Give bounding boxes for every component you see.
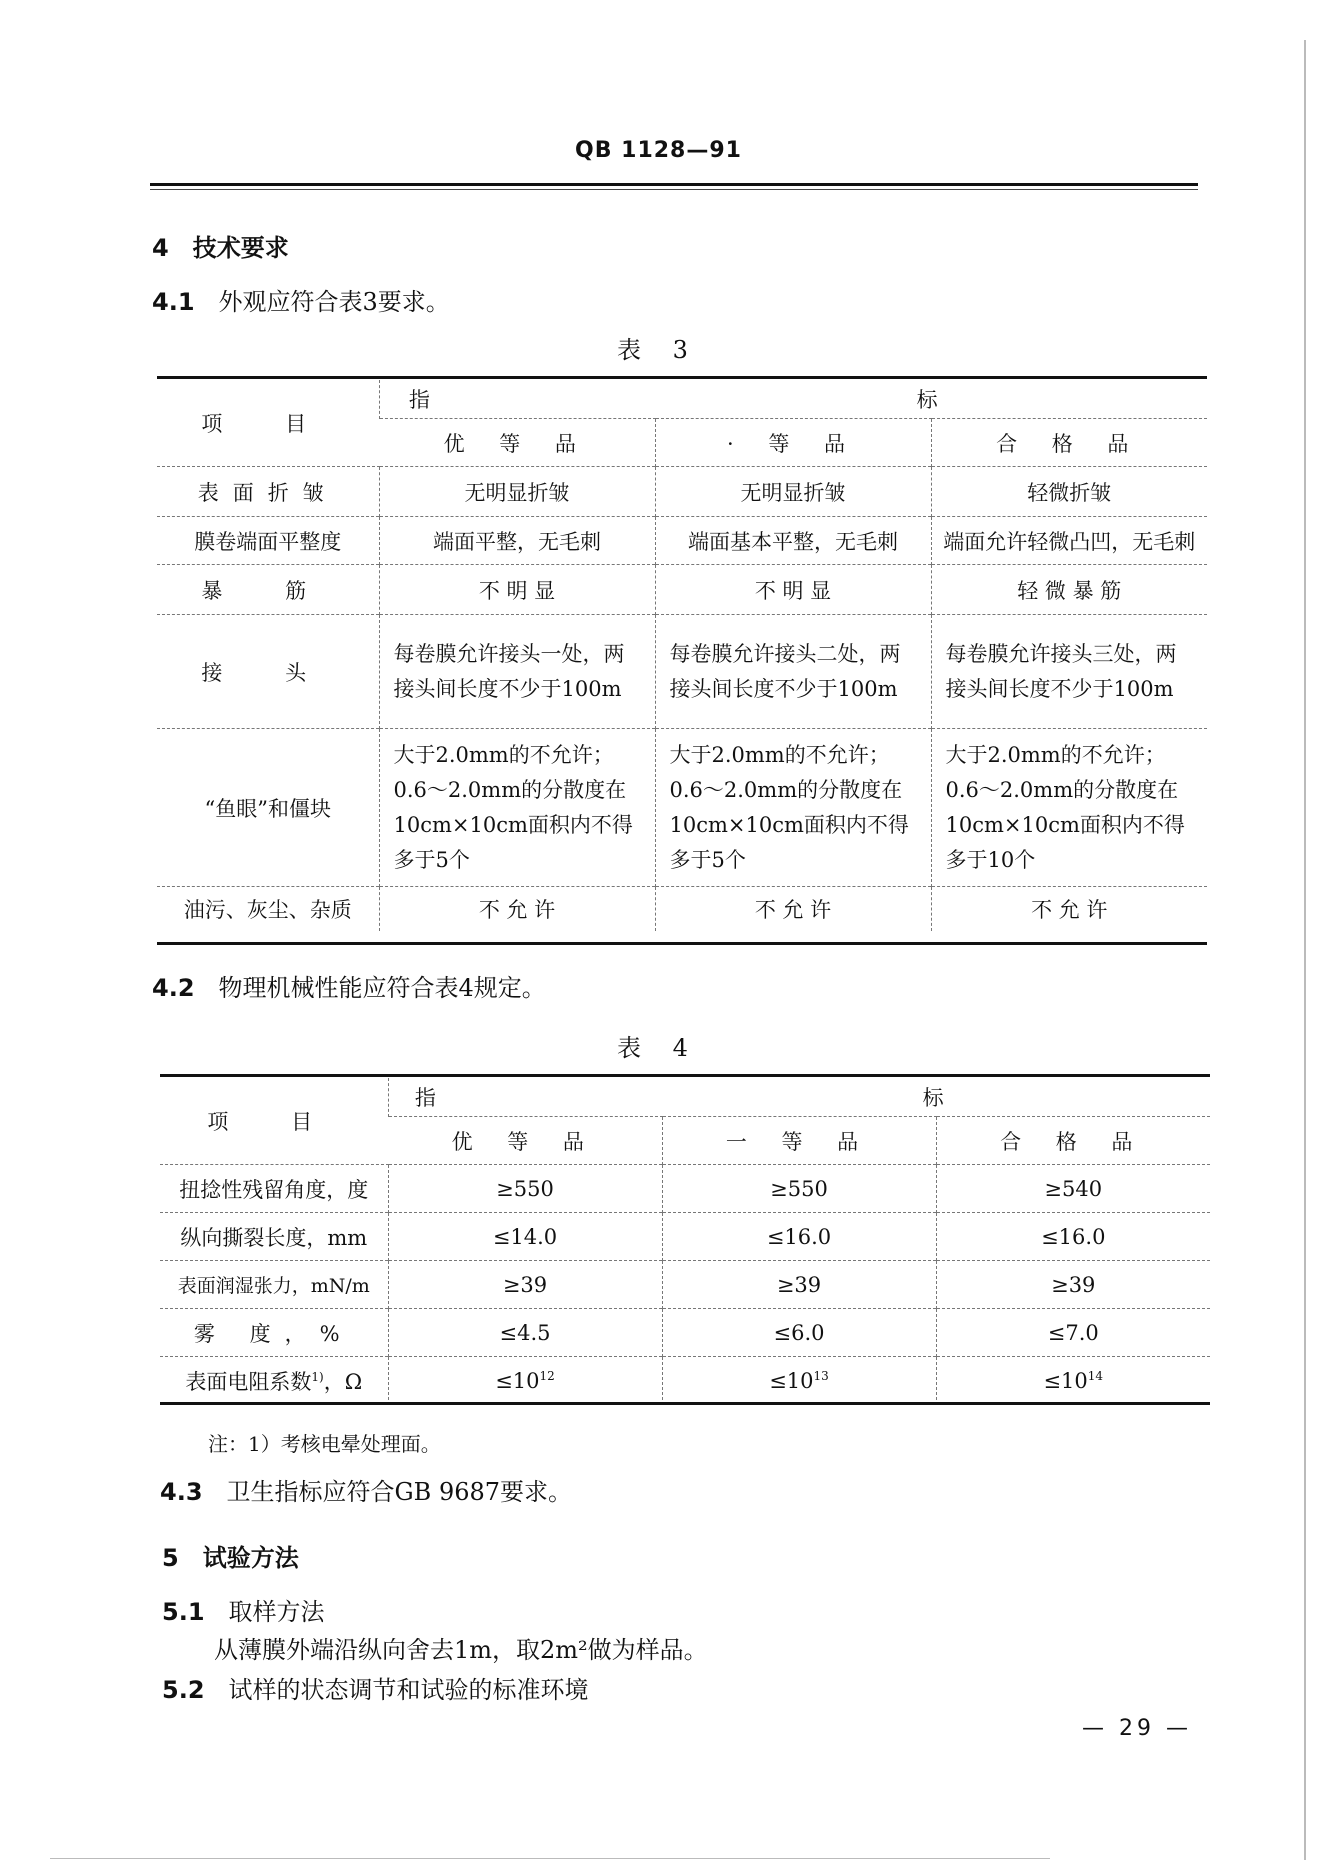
table-cell: ≤6.0 (662, 1309, 936, 1357)
row-label: 表面电阻系数$^{1)}$，Ω (160, 1357, 388, 1405)
table-4-bottom-rule (160, 1402, 1210, 1405)
scan-bottom-line (50, 1858, 1050, 1859)
table-cell: 轻微折皱 (931, 467, 1207, 517)
section-4-heading (152, 228, 289, 263)
table-3-bottom-rule (157, 942, 1207, 945)
clause-number: 5.2 (162, 1676, 205, 1704)
table-cell: ≥39 (388, 1261, 662, 1309)
table-row (157, 729, 1207, 887)
row-label: 扭捻性残留角度，度 (160, 1165, 388, 1213)
table-cell: 不 允 许 (655, 887, 931, 931)
table-cell: 每卷膜允许接头三处，两接头间长度不少于100m (931, 615, 1207, 729)
section-number: 5 (162, 1544, 179, 1572)
section-number: 4 (152, 234, 169, 262)
grade-header: 合 格 品 (931, 419, 1207, 467)
grade-header: 一 等 品 (662, 1117, 936, 1165)
table-cell: ≤14.0 (388, 1213, 662, 1261)
clause-number: 4.2 (152, 974, 195, 1002)
table-cell: 轻 微 暴 筋 (931, 565, 1207, 615)
clause-number: 4.1 (152, 288, 195, 316)
table-cell: 无明显折皱 (655, 467, 931, 517)
table-cell: ≥550 (662, 1165, 936, 1213)
table-cell: 大于2.0mm的不允许；0.6～2.0mm的分散度在10cm×10cm面积内不得多于5个 (655, 729, 931, 887)
table-3 (157, 380, 1207, 931)
table-4-header-index: 指 标 (388, 1078, 1210, 1117)
table-cell: 不 允 许 (379, 887, 655, 931)
table-row (157, 887, 1207, 931)
clause-title: 取样方法 (228, 1598, 325, 1626)
table-cell: ≥39 (936, 1261, 1210, 1309)
clause-number: 5.1 (162, 1598, 205, 1626)
table-3-caption: 表 3 (617, 336, 700, 364)
table-cell: 不 允 许 (931, 887, 1207, 931)
header-rule-thin (150, 189, 1198, 190)
clause-5-1-body: 从薄膜外端沿纵向舍去1m，取2m²做为样品。 (214, 1636, 708, 1664)
clause-text: 外观应符合表3要求。 (218, 288, 450, 316)
table-row (157, 517, 1207, 565)
clause-5-2 (162, 1670, 589, 1705)
table-3-header-index: 指 标 (379, 380, 1207, 419)
table-cell: 大于2.0mm的不允许；0.6～2.0mm的分散度在10cm×10cm面积内不得多于10个 (931, 729, 1207, 887)
scan-edge-line (1304, 40, 1306, 1860)
table-cell: $\le 10^{12}$ (388, 1357, 662, 1405)
grade-header: · 等 品 (655, 419, 931, 467)
table-cell: 不 明 显 (379, 565, 655, 615)
clause-text: 物理机械性能应符合表4规定。 (218, 974, 546, 1002)
row-label: 纵向撕裂长度，mm (160, 1213, 388, 1261)
row-label: 油污、灰尘、杂质 (157, 887, 379, 931)
section-5-heading (162, 1538, 299, 1573)
row-label: 表面折皱 (157, 467, 379, 517)
table-cell: $\le 10^{14}$ (936, 1357, 1210, 1405)
grade-header: 优 等 品 (388, 1117, 662, 1165)
row-label: 雾 度，% (160, 1309, 388, 1357)
table-3-top-rule (157, 376, 1207, 379)
clause-5-1 (162, 1592, 325, 1627)
table-cell: ≥550 (388, 1165, 662, 1213)
row-label: 表面润湿张力，mN/m (160, 1261, 388, 1309)
page-number: — 29 — (1082, 1716, 1192, 1741)
table-cell: 大于2.0mm的不允许；0.6～2.0mm的分散度在10cm×10cm面积内不得多于5个 (379, 729, 655, 887)
table-cell: ≤16.0 (936, 1213, 1210, 1261)
table-cell: 每卷膜允许接头二处，两接头间长度不少于100m (655, 615, 931, 729)
section-title: 试验方法 (202, 1544, 299, 1572)
table-row (157, 615, 1207, 729)
table-row (160, 1357, 1210, 1405)
table-cell: 端面基本平整，无毛刺 (655, 517, 931, 565)
table-cell: 不 明 显 (655, 565, 931, 615)
clause-text: 卫生指标应符合GB 9687要求。 (226, 1478, 573, 1506)
row-label: “鱼眼”和僵块 (157, 729, 379, 887)
standard-number-header: QB 1128—91 (575, 138, 742, 163)
clause-4-3 (160, 1472, 572, 1507)
table-4-top-rule (160, 1074, 1210, 1077)
table-4-footnote: 注：1）考核电晕处理面。 (208, 1432, 441, 1456)
header-rule (150, 183, 1198, 186)
table-row (157, 565, 1207, 615)
footnote-marker: 1) (311, 1369, 324, 1384)
table-4 (160, 1078, 1210, 1405)
table-cell: ≥39 (662, 1261, 936, 1309)
grade-header: 合 格 品 (936, 1117, 1210, 1165)
row-label: 膜卷端面平整度 (157, 517, 379, 565)
table-cell: 每卷膜允许接头一处，两接头间长度不少于100m (379, 615, 655, 729)
table-row (160, 1165, 1210, 1213)
table-row (160, 1213, 1210, 1261)
table-cell: ≤7.0 (936, 1309, 1210, 1357)
table-cell: ≤16.0 (662, 1213, 936, 1261)
clause-number: 4.3 (160, 1478, 203, 1506)
grade-header: 优 等 品 (379, 419, 655, 467)
clause-4-1 (152, 282, 450, 317)
table-row (157, 467, 1207, 517)
clause-title: 试样的状态调节和试验的标准环境 (228, 1676, 589, 1704)
table-3-header-item: 项 目 (201, 412, 335, 436)
table-row (160, 1309, 1210, 1357)
row-label: 暴 筋 (157, 565, 379, 615)
table-row (160, 1261, 1210, 1309)
table-cell: 端面允许轻微凸凹，无毛刺 (931, 517, 1207, 565)
table-cell: ≤4.5 (388, 1309, 662, 1357)
row-label: 接 头 (157, 615, 379, 729)
table-cell: 无明显折皱 (379, 467, 655, 517)
clause-4-2 (152, 968, 546, 1003)
table-cell: 端面平整，无毛刺 (379, 517, 655, 565)
table-cell: ≥540 (936, 1165, 1210, 1213)
table-4-header-item: 项 目 (207, 1110, 341, 1134)
table-cell: $\le 10^{13}$ (662, 1357, 936, 1405)
section-title: 技术要求 (192, 234, 289, 262)
table-4-caption: 表 4 (617, 1034, 700, 1062)
